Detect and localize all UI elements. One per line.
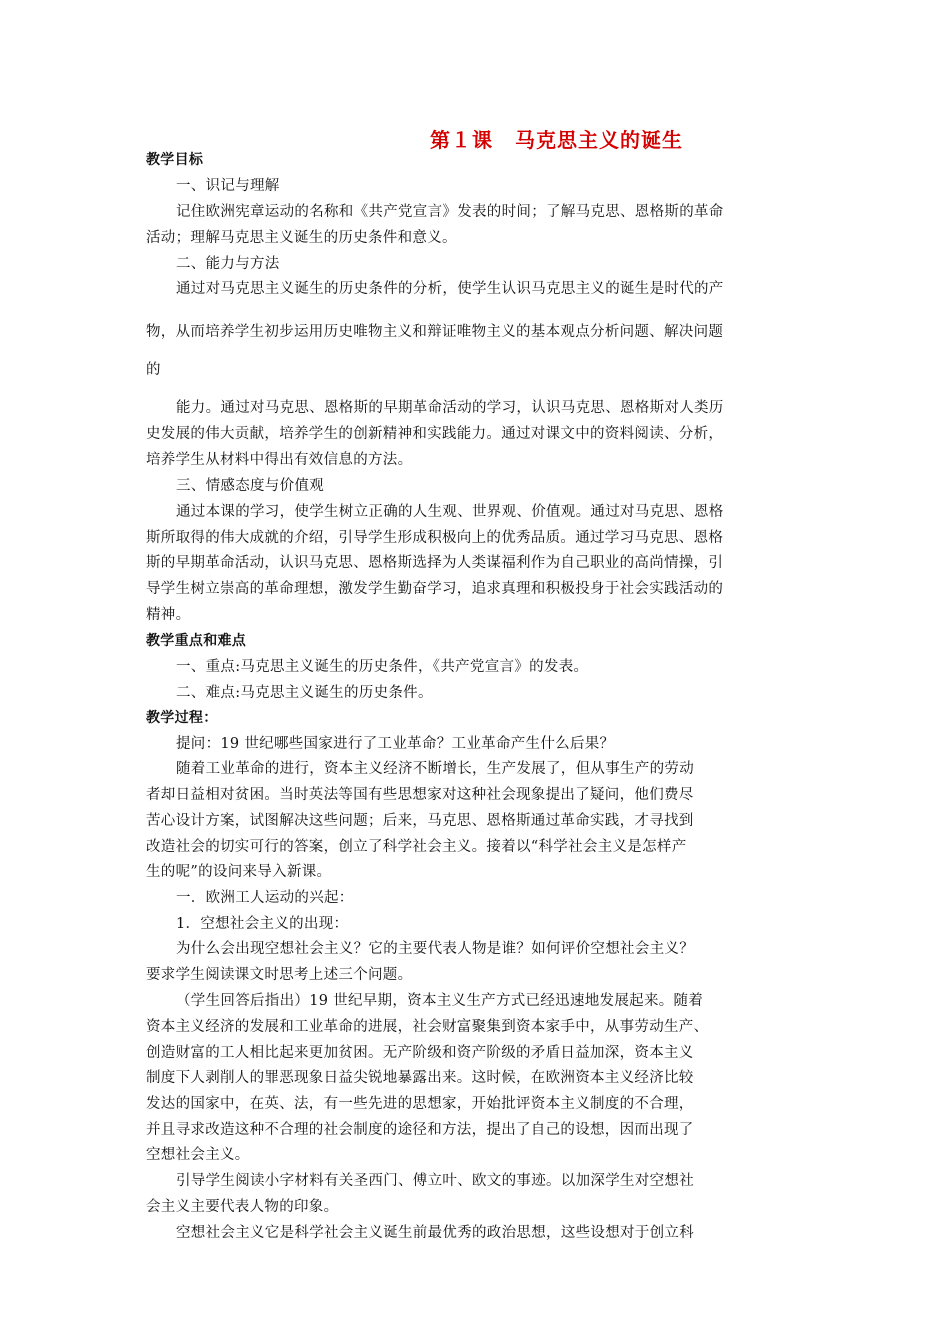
text-line: 苦心设计方案，试图解决这些问题；后来，马克思、恩格斯通过革命实践，才寻找到 [146, 813, 694, 829]
text-line: 制度下人剥削人的罪恶现象日益尖锐地暴露出来。这时候，在欧洲资本主义经济比较 [146, 1070, 694, 1086]
text-line: 1．空想社会主义的出现： [176, 916, 349, 932]
text-line: 导学生树立崇高的革命理想，激发学生勤奋学习，追求真理和积极投身于社会实践活动的 [146, 581, 724, 597]
text-line: 随着工业革命的进行，资本主义经济不断增长，生产发展了，但从事生产的劳动 [176, 761, 694, 777]
text-line: 一、识记与理解 [176, 178, 280, 194]
text-line: 精神。 [146, 607, 191, 623]
text-line: 三、情感态度与价值观 [176, 478, 324, 494]
text-line: 空想社会主义它是科学社会主义诞生前最优秀的政治思想，这些设想对于创立科 [176, 1225, 694, 1241]
text-line: 物，从而培养学生初步运用历史唯物主义和辩证唯物主义的基本观点分析问题、解决问题 [146, 324, 724, 340]
text-line: 能力。通过对马克思、恩格斯的早期革命活动的学习，认识马克思、恩格斯对人类历 [176, 400, 724, 416]
text-line: 者却日益相对贫困。当时英法等国有些思想家对这种社会现象提出了疑问，他们费尽 [146, 787, 694, 803]
text-line: 活动；理解马克思主义诞生的历史条件和意义。 [146, 230, 457, 246]
text-line: 培养学生从材料中得出有效信息的方法。 [146, 452, 413, 468]
text-line: 一．欧洲工人运动的兴起： [176, 890, 354, 906]
text-line: （学生回答后指出）19 世纪早期，资本主义生产方式已经迅速地发展起来。随着 [176, 993, 704, 1009]
text-line: 创造财富的工人相比起来更加贫困。无产阶级和资产阶级的矛盾日益加深，资本主义 [146, 1045, 694, 1061]
text-line: 提问：19 世纪哪些国家进行了工业革命？工业革命产生什么后果？ [176, 736, 615, 752]
text-line: 资本主义经济的发展和工业革命的进展，社会财富聚集到资本家手中，从事劳动生产、 [146, 1019, 709, 1035]
text-line: 为什么会出现空想社会主义？它的主要代表人物是谁？如何评价空想社会主义？ [176, 941, 694, 957]
text-line: 二、能力与方法 [176, 256, 280, 272]
text-line: 会主义主要代表人物的印象。 [146, 1199, 339, 1215]
text-line: 一、重点:马克思主义诞生的历史条件，《共产党宣言》的发表。 [176, 659, 589, 675]
text-line: 二、难点:马克思主义诞生的历史条件。 [176, 685, 433, 701]
text-line: 通过本课的学习，使学生树立正确的人生观、世界观、价值观。通过对马克思、恩格 [176, 504, 724, 520]
lesson-number: 第１课 [430, 128, 493, 152]
lesson-name: 马克思主义的诞生 [515, 128, 683, 152]
text-line: 的 [146, 362, 161, 378]
text-line: 通过对马克思主义诞生的历史条件的分析，使学生认识马克思主义的诞生是时代的产 [176, 281, 724, 297]
text-line: 改造社会的切实可行的答案，创立了科学社会主义。接着以“科学社会主义是怎样产 [146, 839, 687, 855]
text-line: 生的呢”的设问来导入新课。 [146, 864, 332, 880]
text-line: 并且寻求改造这种不合理的社会制度的途径和方法，提出了自己的设想，因而出现了 [146, 1122, 694, 1138]
text-line: 引导学生阅读小字材料有关圣西门、傅立叶、欧文的事迹。以加深学生对空想社 [176, 1173, 694, 1189]
text-line: 发达的国家中，在英、法，有一些先进的思想家，开始批评资本主义制度的不合理， [146, 1096, 694, 1112]
text-line: 要求学生阅读课文时思考上述三个问题。 [146, 967, 413, 983]
page-title [0, 124, 950, 153]
text-line: 史发展的伟大贡献，培养学生的创新精神和实践能力。通过对课文中的资料阅读、分析， [146, 426, 724, 442]
section-heading: 教学目标 [146, 152, 204, 168]
text-line: 记住欧洲宪章运动的名称和《共产党宣言》发表的时间；了解马克思、恩格斯的革命 [176, 204, 724, 220]
section-heading: 教学重点和难点 [146, 633, 247, 649]
section-heading: 教学过程： [146, 710, 218, 726]
text-line: 斯所取得的伟大成就的介绍，引导学生形成积极向上的优秀品质。通过学习马克思、恩格 [146, 530, 724, 546]
text-line: 空想社会主义。 [146, 1147, 250, 1163]
text-line: 斯的早期革命活动，认识马克思、恩格斯选择为人类谋福利作为自己职业的高尚情操，引 [146, 555, 724, 571]
